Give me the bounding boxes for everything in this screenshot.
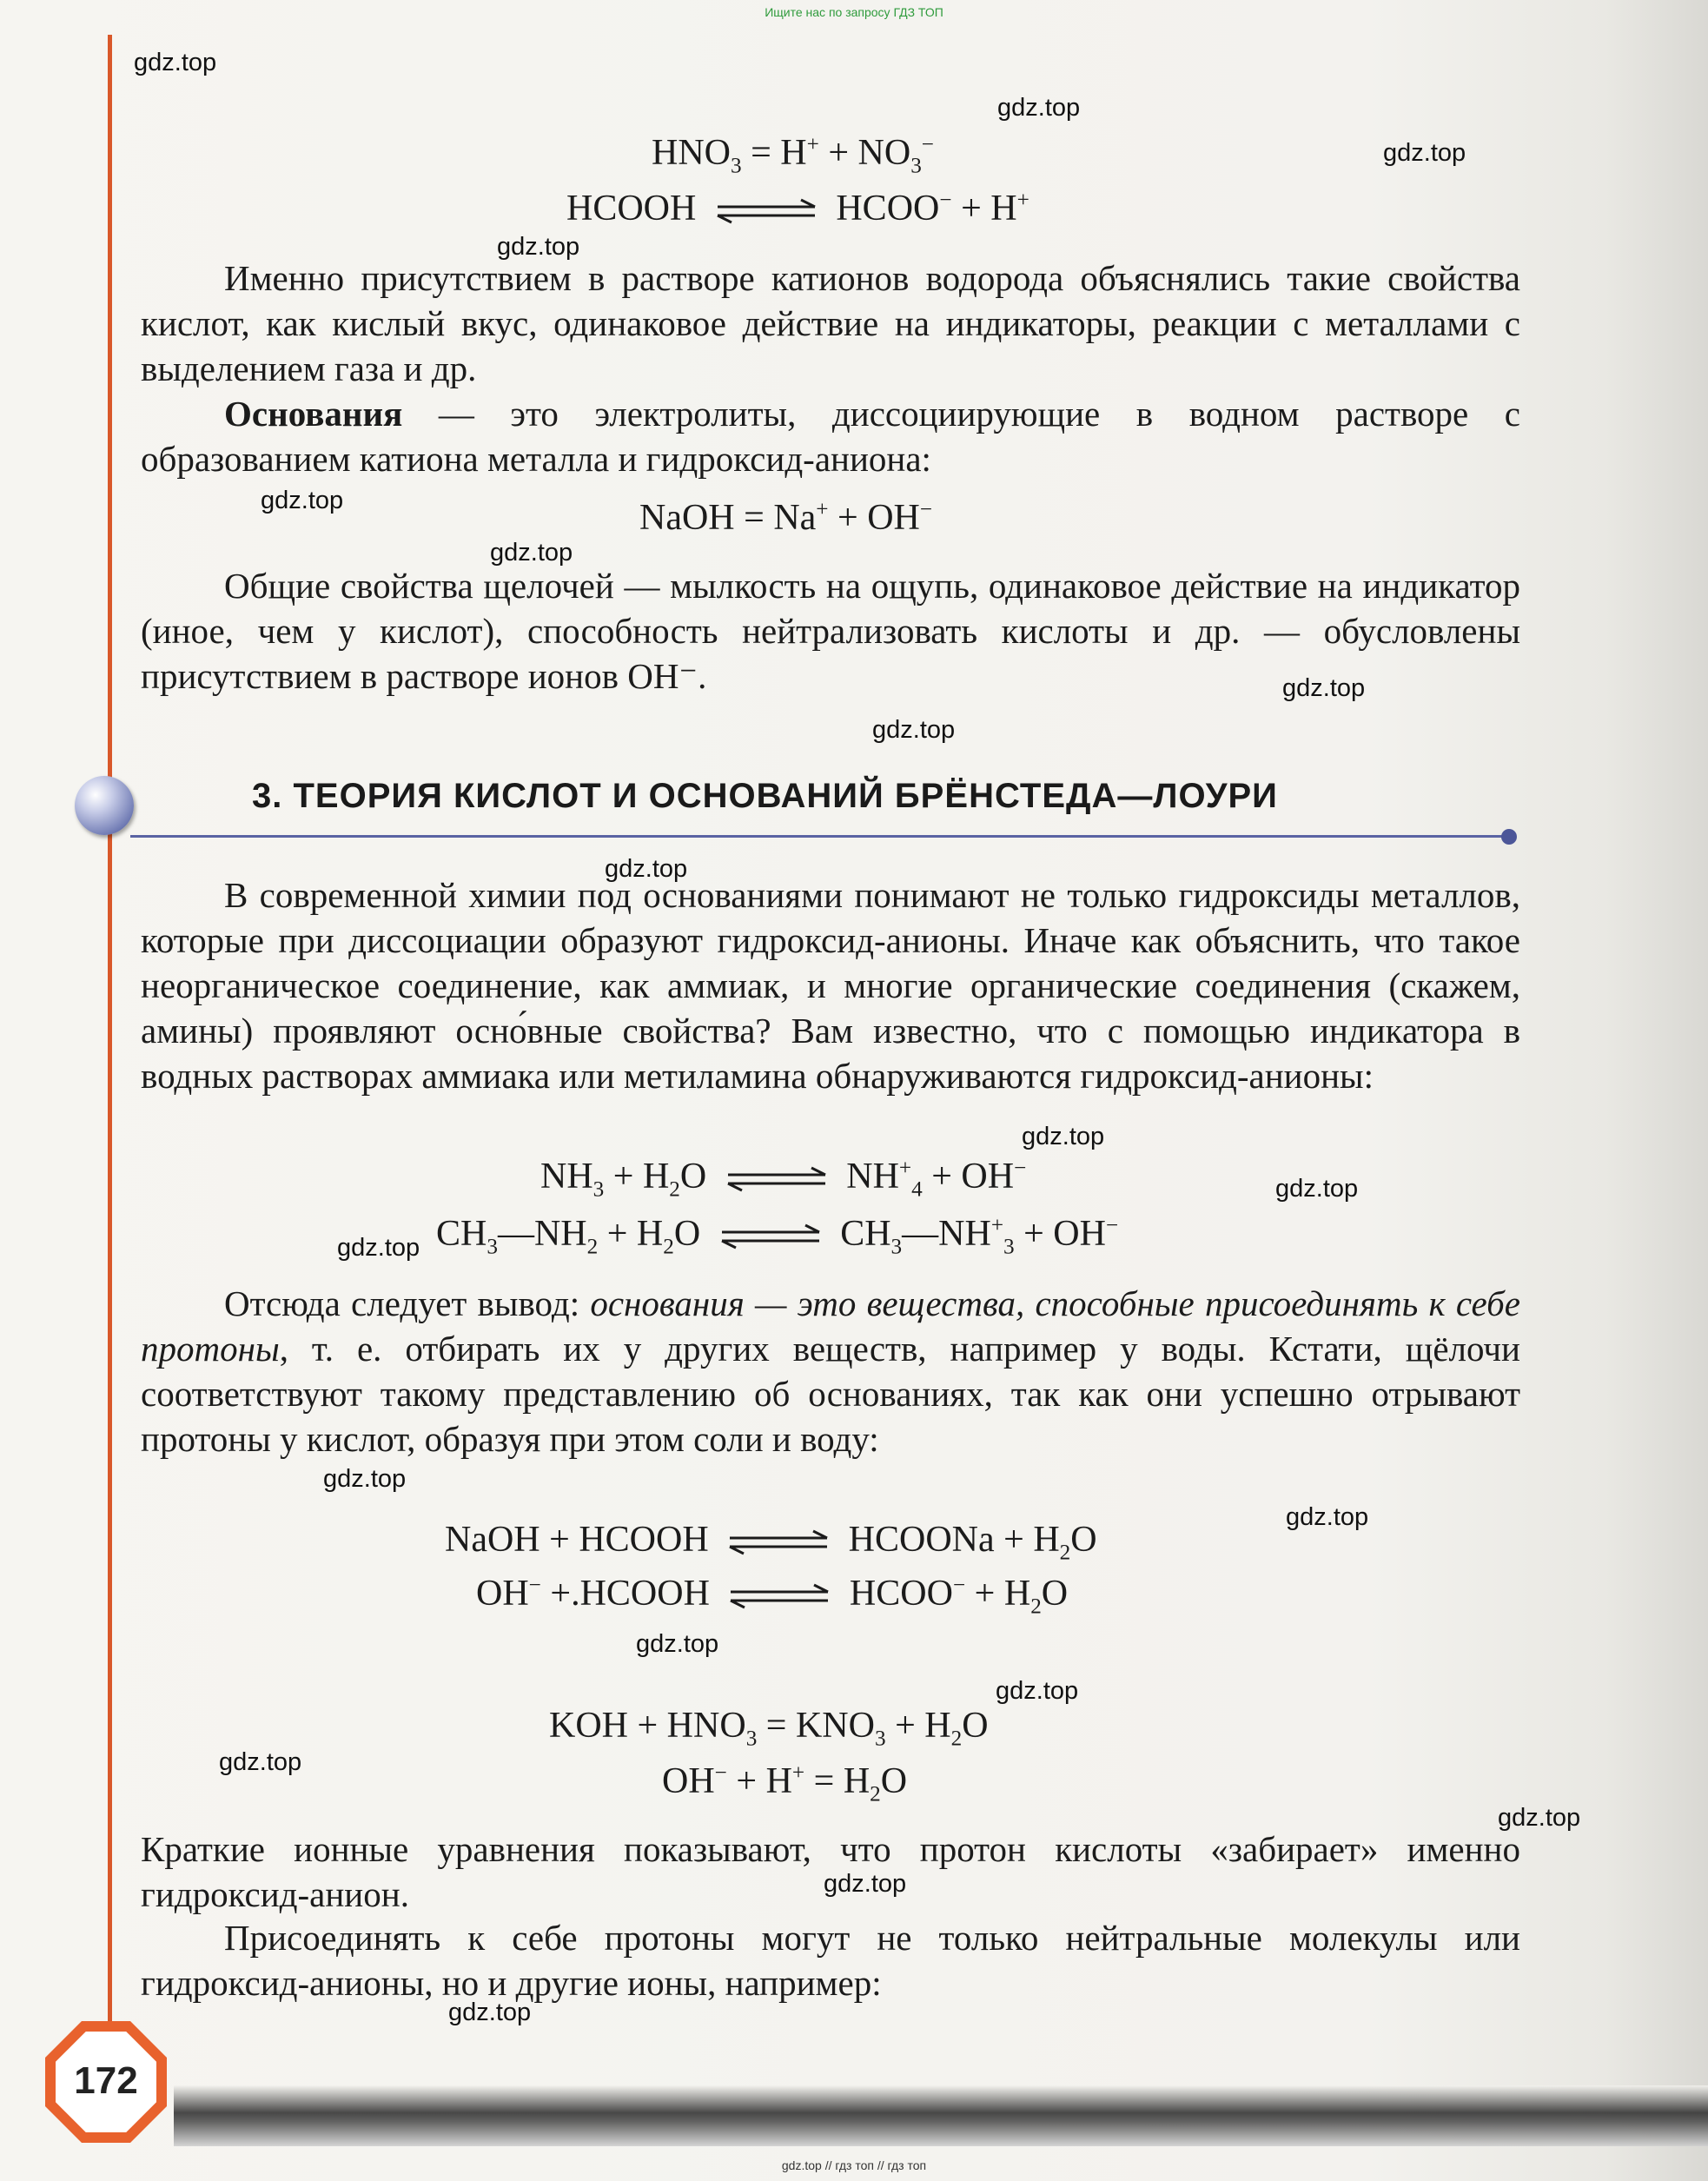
watermark-link[interactable]: gdz.top [219, 1748, 302, 1776]
paragraph-bases-definition: Основания — это электролиты, диссоциирующие в водном растворе с образованием катиона металла и гидроксид-аниона: [141, 394, 1520, 479]
paragraph-acids-properties: Именно присутствием в растворе катионов водорода объяснялись такие свойства кислот, как кислый вкус, одинаковое действие на индикаторы, реакции с металлами с выделением газа и др. [141, 258, 1520, 388]
paragraph-ionic-equations: Краткие ионные уравнения показывают, что протон кислоты «забирает» именно гидроксид-анион. [141, 1829, 1520, 1914]
section-heading: 3. ТЕОРИЯ КИСЛОТ И ОСНОВАНИЙ БРЁНСТЕДА—ЛОУРИ [252, 777, 1278, 815]
watermark-link[interactable]: gdz.top [1286, 1503, 1369, 1531]
watermark-link[interactable]: gdz.top [261, 487, 344, 514]
equilibrium-arrow-icon [714, 198, 818, 224]
section-underline [130, 835, 1510, 838]
term-bases: Основания [224, 394, 403, 434]
watermark-link[interactable]: gdz.top [134, 49, 217, 76]
equation-naoh: NaOH = Na+ + OH− [639, 498, 933, 538]
equation-oh-h: $OH^- + H^+ = H_2O$ [662, 1761, 908, 1806]
watermark-link[interactable]: gdz.top [497, 233, 580, 261]
page-number: 172 [74, 2059, 138, 2102]
equation-koh-hno3: KOH + $HNO_3 = KNO_3 + H_2O$ [549, 1706, 989, 1751]
margin-red-line [108, 35, 112, 2059]
watermark-link[interactable]: gdz.top [337, 1234, 420, 1262]
page-bottom-edge [174, 2085, 1708, 2146]
paragraph-conclusion: Отсюда следует вывод: основания — это вещества, способные присоединять к себе протоны, т. е. отбирать их у других веществ, например у воды. Кстати, щёлочи соответствуют такому представлению об основаниях, так как они успешно отрывают протоны у кислот, образуя при этом соли и воду: [141, 1283, 1520, 1459]
watermark-link[interactable]: gdz.top [1022, 1123, 1105, 1150]
equilibrium-arrow-icon [725, 1166, 829, 1192]
paragraph-proton-acceptors: Присоединять к себе протоны могут не только нейтральные молекулы или гидроксид-анионы, но и другие ионы, например: [141, 1918, 1520, 2003]
watermark-link[interactable]: gdz.top [997, 94, 1081, 122]
equation-oh-hcooh: OH− +.HCOOH HCOO− + $H_2O$ [476, 1574, 1069, 1619]
equation-hno3: $HNO_3 = H^+ + NO_3^-$ [652, 133, 935, 178]
section-line-dot-icon [1501, 829, 1517, 845]
watermark-link[interactable]: gdz.top [1498, 1804, 1581, 1832]
equilibrium-arrow-icon [726, 1529, 831, 1555]
paragraph-alkali-properties: Общие свойства щелочей — мылкость на ощупь, одинаковое действие на индикатор (иное, чем у кислот), способность нейтрализовать кислоты и др. — обусловлены присутствием в растворе ионов OH⁻. [141, 566, 1520, 696]
watermark-link[interactable]: gdz.top [1282, 674, 1366, 702]
watermark-link[interactable]: gdz.top [323, 1465, 407, 1493]
equilibrium-arrow-icon [718, 1223, 823, 1250]
section-ball-icon [75, 776, 134, 835]
paragraph-modern-bases: В современной химии под основаниями понимают не только гидроксиды металлов, которые при диссоциации образуют гидроксид-анионы. Иначе как объяснить, что такое неорганическое соединение, как аммиак, и многие органические соединения (скажем, амины) проявляют осно́вные свойства? Вам известно, что с помощью индикатора в водных растворах аммиака или метиламина обнаруживаются гидроксид-анионы: [141, 875, 1520, 1096]
watermark-link[interactable]: gdz.top [824, 1870, 907, 1898]
definition-italic: основания — это вещества, способные присоединять к себе протоны [141, 1283, 1520, 1369]
watermark-link[interactable]: gdz.top [996, 1677, 1079, 1705]
watermark-link[interactable]: gdz.top [1383, 139, 1466, 167]
equation-hcooh: HCOOH HCOO− + H+ [566, 189, 1029, 229]
equation-naoh-hcooh: NaOH + HCOOH HCOONa + $H_2O$ [445, 1520, 1097, 1565]
equation-ch3nh2: $CH_3—NH_2 + H_2O$ $CH_3—NH^+_3 + OH^-$ [436, 1214, 1119, 1259]
site-note-top[interactable]: Ищите нас по запросу ГДЗ ТОП [765, 5, 943, 19]
site-note-bottom[interactable]: gdz.top // гдз топ // гдз топ [781, 2158, 927, 2172]
watermark-link[interactable]: gdz.top [490, 539, 573, 567]
watermark-link[interactable]: gdz.top [872, 716, 956, 744]
watermark-link[interactable]: gdz.top [605, 855, 688, 883]
watermark-link[interactable]: gdz.top [1275, 1175, 1359, 1203]
equation-nh3: $NH_3 + H_2O$ $NH^+_4 + OH^-$ [540, 1157, 1027, 1202]
watermark-link[interactable]: gdz.top [448, 1999, 532, 2026]
watermark-link[interactable]: gdz.top [636, 1630, 719, 1658]
equilibrium-arrow-icon [727, 1583, 831, 1609]
